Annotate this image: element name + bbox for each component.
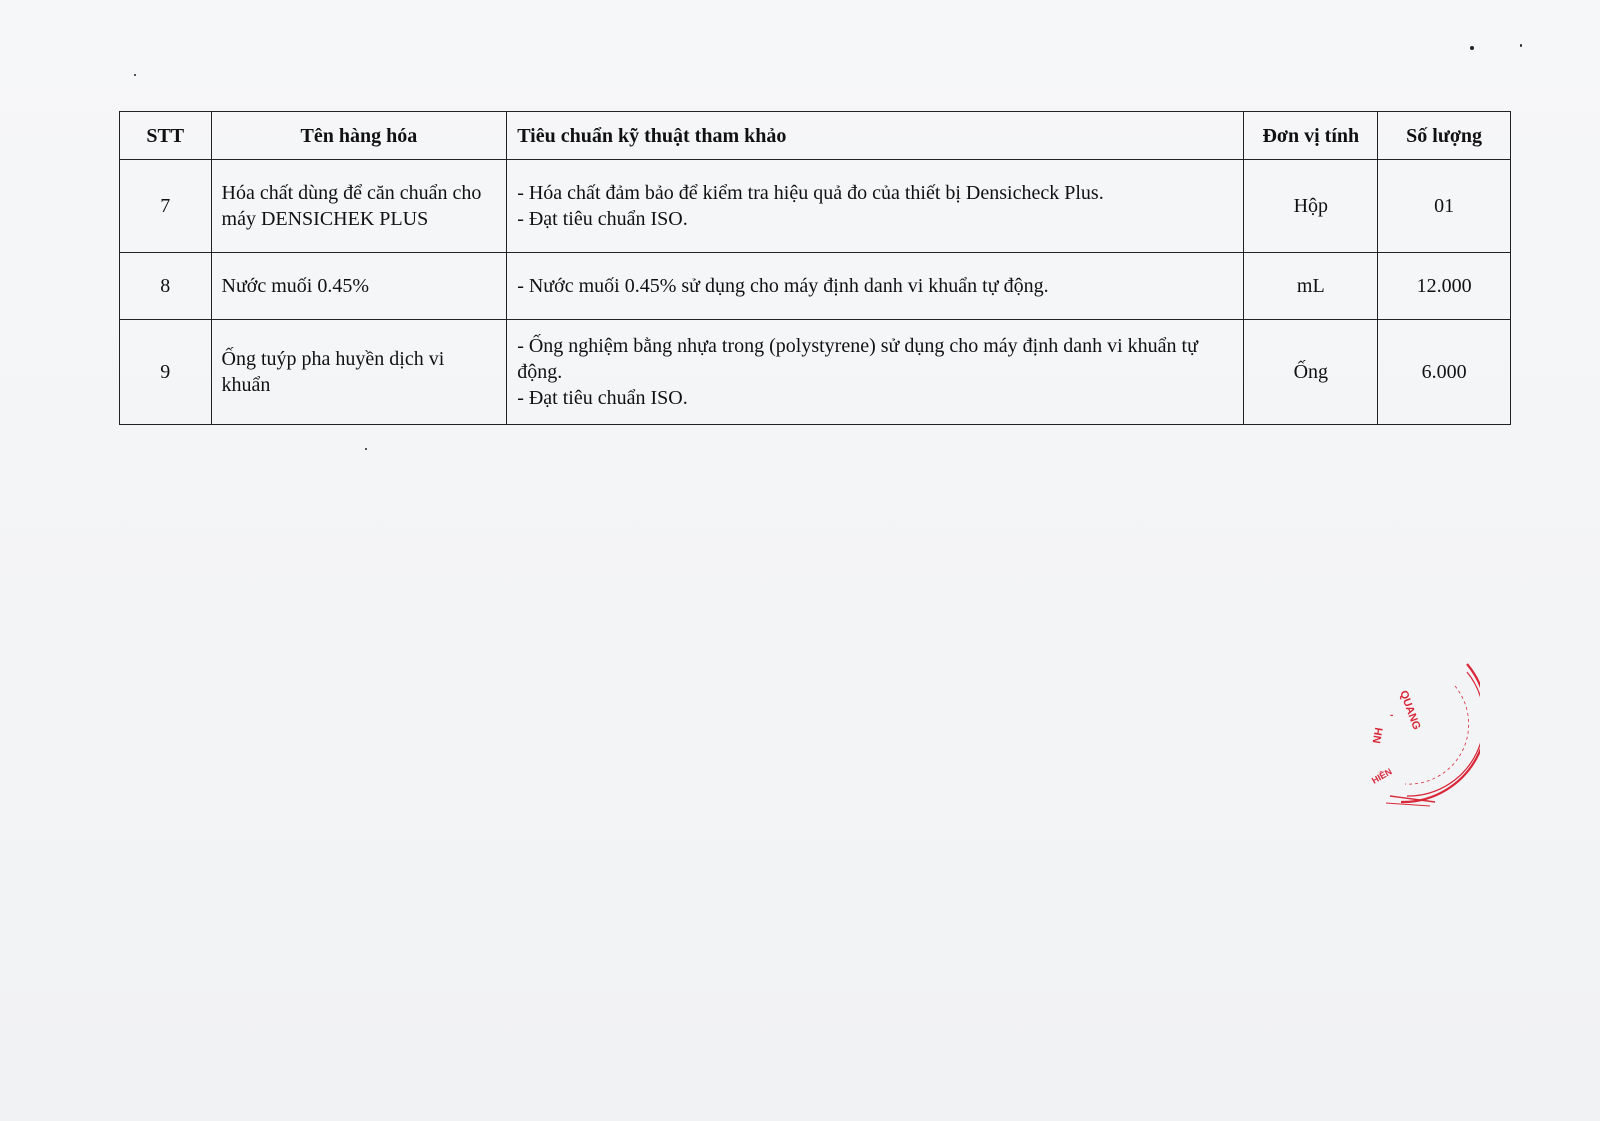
spec-line: - Ống nghiệm bằng nhựa trong (polystyrene) sử dụng cho máy định danh vi khuẩn tự động. bbox=[517, 335, 1198, 383]
cell-goods-name: Ống tuýp pha huyền dịch vi khuẩn bbox=[211, 320, 507, 425]
spec-line: - Nước muối 0.45% sử dụng cho máy định danh vi khuẩn tự động. bbox=[517, 275, 1049, 297]
svg-text:-: - bbox=[1390, 710, 1394, 721]
cell-technical-spec bbox=[507, 253, 1244, 320]
scan-speck bbox=[1520, 44, 1522, 47]
cell-goods-name: Nước muối 0.45% bbox=[211, 253, 507, 320]
cell-technical-spec bbox=[507, 160, 1244, 253]
stamp-text-top: QUANG bbox=[1397, 688, 1423, 732]
header-goods-name: Tên hàng hóa bbox=[211, 112, 507, 160]
cell-unit: Ống bbox=[1244, 320, 1378, 425]
cell-stt: 7 bbox=[120, 160, 212, 253]
cell-quantity: 6.000 bbox=[1378, 320, 1511, 425]
scan-speck bbox=[1470, 46, 1474, 50]
spec-line: - Đạt tiêu chuẩn ISO. bbox=[517, 387, 688, 409]
cell-goods-name: Hóa chất dùng để căn chuẩn cho máy DENSICHEK PLUS bbox=[211, 160, 507, 253]
table-row bbox=[120, 320, 1511, 425]
table-header-row bbox=[120, 112, 1511, 160]
cell-stt: 9 bbox=[120, 320, 212, 425]
cell-unit: mL bbox=[1244, 253, 1378, 320]
cell-stt: 8 bbox=[120, 253, 212, 320]
cell-quantity: 12.000 bbox=[1378, 253, 1511, 320]
svg-text:NH: NH bbox=[1371, 726, 1386, 745]
spec-line: - Đạt tiêu chuẩn ISO. bbox=[517, 208, 688, 230]
table-row bbox=[120, 160, 1511, 253]
cell-technical-spec bbox=[507, 320, 1244, 425]
scan-speck bbox=[365, 448, 367, 450]
cell-quantity: 01 bbox=[1378, 160, 1511, 253]
header-quantity: Số lượng bbox=[1378, 112, 1511, 160]
header-technical-spec: Tiêu chuẩn kỹ thuật tham khảo bbox=[507, 112, 1244, 160]
goods-spec-table bbox=[119, 111, 1511, 425]
cell-unit: Hộp bbox=[1244, 160, 1378, 253]
red-seal-stamp bbox=[1360, 656, 1480, 826]
scan-speck bbox=[134, 74, 136, 76]
table-row bbox=[120, 253, 1511, 320]
header-unit: Đơn vị tính bbox=[1244, 112, 1378, 160]
spec-line: - Hóa chất đảm bảo để kiểm tra hiệu quả đo của thiết bị Densicheck Plus. bbox=[517, 182, 1104, 204]
header-stt: STT bbox=[120, 112, 212, 160]
stamp-text-bottom: HIỀN bbox=[1370, 766, 1394, 786]
